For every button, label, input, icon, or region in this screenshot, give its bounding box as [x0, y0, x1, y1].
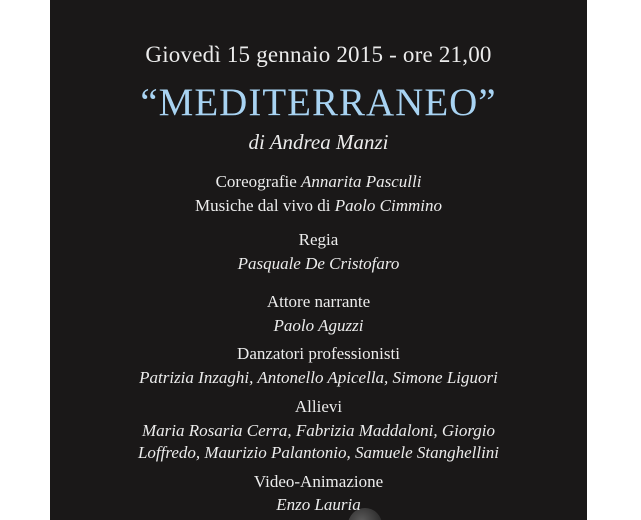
- attore-name: Paolo Aguzzi: [273, 316, 364, 335]
- allievi-label: Allievi: [294, 397, 343, 416]
- video-name: Enzo Lauria: [276, 495, 361, 514]
- event-title: “MEDITERRANEO”: [140, 81, 497, 124]
- danzatori-names: Patrizia Inzaghi, Antonello Apicella, Simone Liguori: [139, 368, 498, 387]
- event-poster: [50, 0, 587, 520]
- credit-musiche: [50, 196, 587, 216]
- credit-coreografie: [50, 172, 587, 192]
- coreografie-label: Coreografie: [215, 172, 297, 191]
- musiche-name: Paolo Cimmino: [334, 196, 442, 215]
- coreografie-name: Annarita Pasculli: [301, 172, 422, 191]
- danzatori-label: Danzatori professionisti: [237, 344, 400, 363]
- musiche-label: Musiche dal vivo di: [195, 196, 331, 215]
- regia-name: Pasquale De Cristofaro: [237, 254, 400, 273]
- attore-label: Attore narrante: [266, 292, 371, 311]
- regia-label: Regia: [298, 230, 339, 249]
- allievi-names-line-1: Maria Rosaria Cerra, Fabrizia Maddaloni, Giorgio: [141, 421, 496, 440]
- video-label: Video-Animazione: [253, 472, 384, 491]
- event-author: di Andrea Manzi: [248, 130, 389, 154]
- event-date: Giovedì 15 gennaio 2015 - ore 21,00: [145, 42, 492, 67]
- allievi-names-line-2: Loffredo, Maurizio Palantonio, Samuele Stanghellini: [137, 443, 500, 462]
